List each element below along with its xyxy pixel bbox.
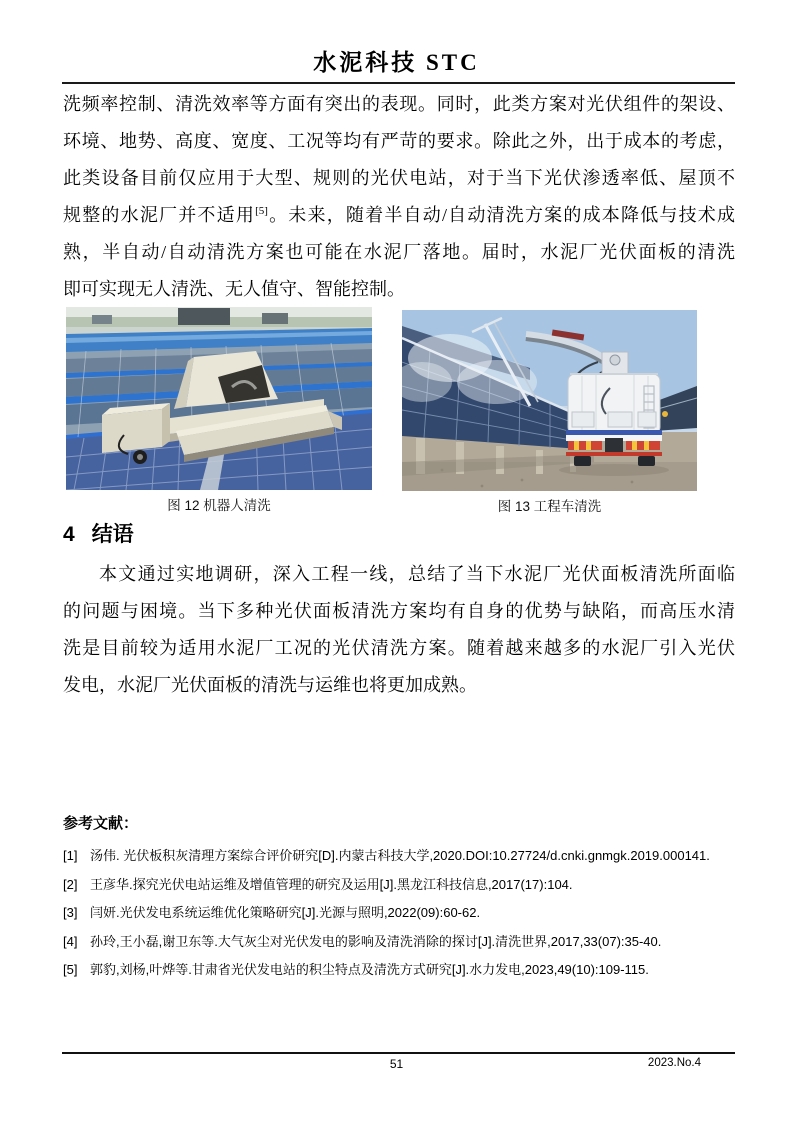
body-line: 洗频率控制、清洗效率等方面有突出的表现。同时，此类方案对光伏组件的架设、 — [63, 94, 735, 114]
page-number: 51 — [389, 1057, 404, 1071]
reference-number: [5] — [63, 962, 78, 977]
body-line: 的问题与困境。当下多种光伏面板清洗方案均有自身的优势与缺陷，而高压水清 — [63, 601, 735, 621]
figure-robot-cleaning — [66, 307, 372, 514]
figure-truck-cleaning — [402, 310, 697, 515]
reference-item — [63, 928, 743, 957]
reference-text: 孙玲,王小磊,谢卫东等.大气灰尘对光伏发电的影响及清洗消除的探讨[J].清洗世界,2017,33(07):35-40. — [90, 933, 662, 949]
body-line: 此类设备目前仅应用于大型、规则的光伏电站，对于当下光伏渗透率低、屋顶不 — [63, 168, 735, 188]
line-text: 。未来，随着半自动/自动清洗方案的成本降低与技术成 — [267, 205, 736, 225]
body-line: 洗是目前较为适用水泥厂工况的光伏清洗方案。随着越来越多的水泥厂引入光伏 — [63, 638, 735, 658]
section-number: 4 — [63, 523, 75, 546]
references-heading: 参考文献： — [63, 815, 139, 832]
reference-number: [3] — [63, 905, 78, 920]
reference-number: [2] — [63, 876, 78, 892]
reference-item — [63, 871, 743, 900]
body-line-with-citation — [63, 197, 735, 234]
section-heading-conclusion — [63, 518, 134, 548]
references-section — [63, 812, 743, 985]
body-line: 发电，水泥厂光伏面板的清洗与运维也将更加成熟。 — [63, 675, 477, 695]
journal-header-title: 水泥科技 STC — [313, 50, 480, 75]
reference-text: 汤伟. 光伏板积灰清理方案综合评价研究[D].内蒙古科技大学,2020.DOI:10.27724/d.cnki.gnmgk.2019.000141. — [90, 848, 710, 863]
body-line: 熟，半自动/自动清洗方案也可能在水泥厂落地。届时，水泥厂光伏面板的清洗 — [63, 242, 735, 262]
line-text: 规整的水泥厂并不适用 — [63, 205, 256, 225]
robot-cleaning-image — [66, 307, 372, 490]
reference-item — [63, 956, 743, 985]
reference-text: 王彦华.探究光伏电站运维及增值管理的研究及运用[J].黑龙江科技信息,2017(17):104. — [90, 876, 573, 892]
body-paragraph-continuation — [63, 86, 735, 308]
reference-text: 闫妍.光伏发电系统运维优化策略研究[J].光源与照明,2022(09):60-62. — [90, 905, 481, 920]
reference-number: [1] — [63, 848, 78, 863]
reference-item — [63, 842, 743, 871]
reference-item — [63, 899, 743, 928]
section-title: 结语 — [91, 523, 134, 546]
figure-13-caption: 图 13 工程车清洗 — [497, 499, 602, 514]
reference-text: 郭豹,刘杨,叶烨等.甘肃省光伏发电站的积尘特点及清洗方式研究[J].水力发电,2023,49(10):109-115. — [90, 962, 649, 977]
figure-12-caption: 图 12 机器人清洗 — [167, 498, 271, 513]
body-line: 环境、地势、高度、宽度、工况等均有严苛的要求。除此之外，出于成本的考虑， — [63, 131, 735, 151]
issue-label: 2023.No.4 — [647, 1057, 701, 1069]
footer-rule — [62, 1052, 735, 1054]
body-line: 本文通过实地调研，深入工程一线，总结了当下水泥厂光伏面板清洗所面临 — [99, 564, 735, 584]
body-line: 即可实现无人清洗、无人值守、智能控制。 — [63, 279, 405, 299]
citation-superscript: [5] — [255, 205, 268, 217]
reference-number: [4] — [63, 933, 78, 949]
header-rule — [62, 82, 735, 84]
conclusion-paragraph — [63, 556, 735, 704]
truck-cleaning-image — [402, 310, 697, 491]
